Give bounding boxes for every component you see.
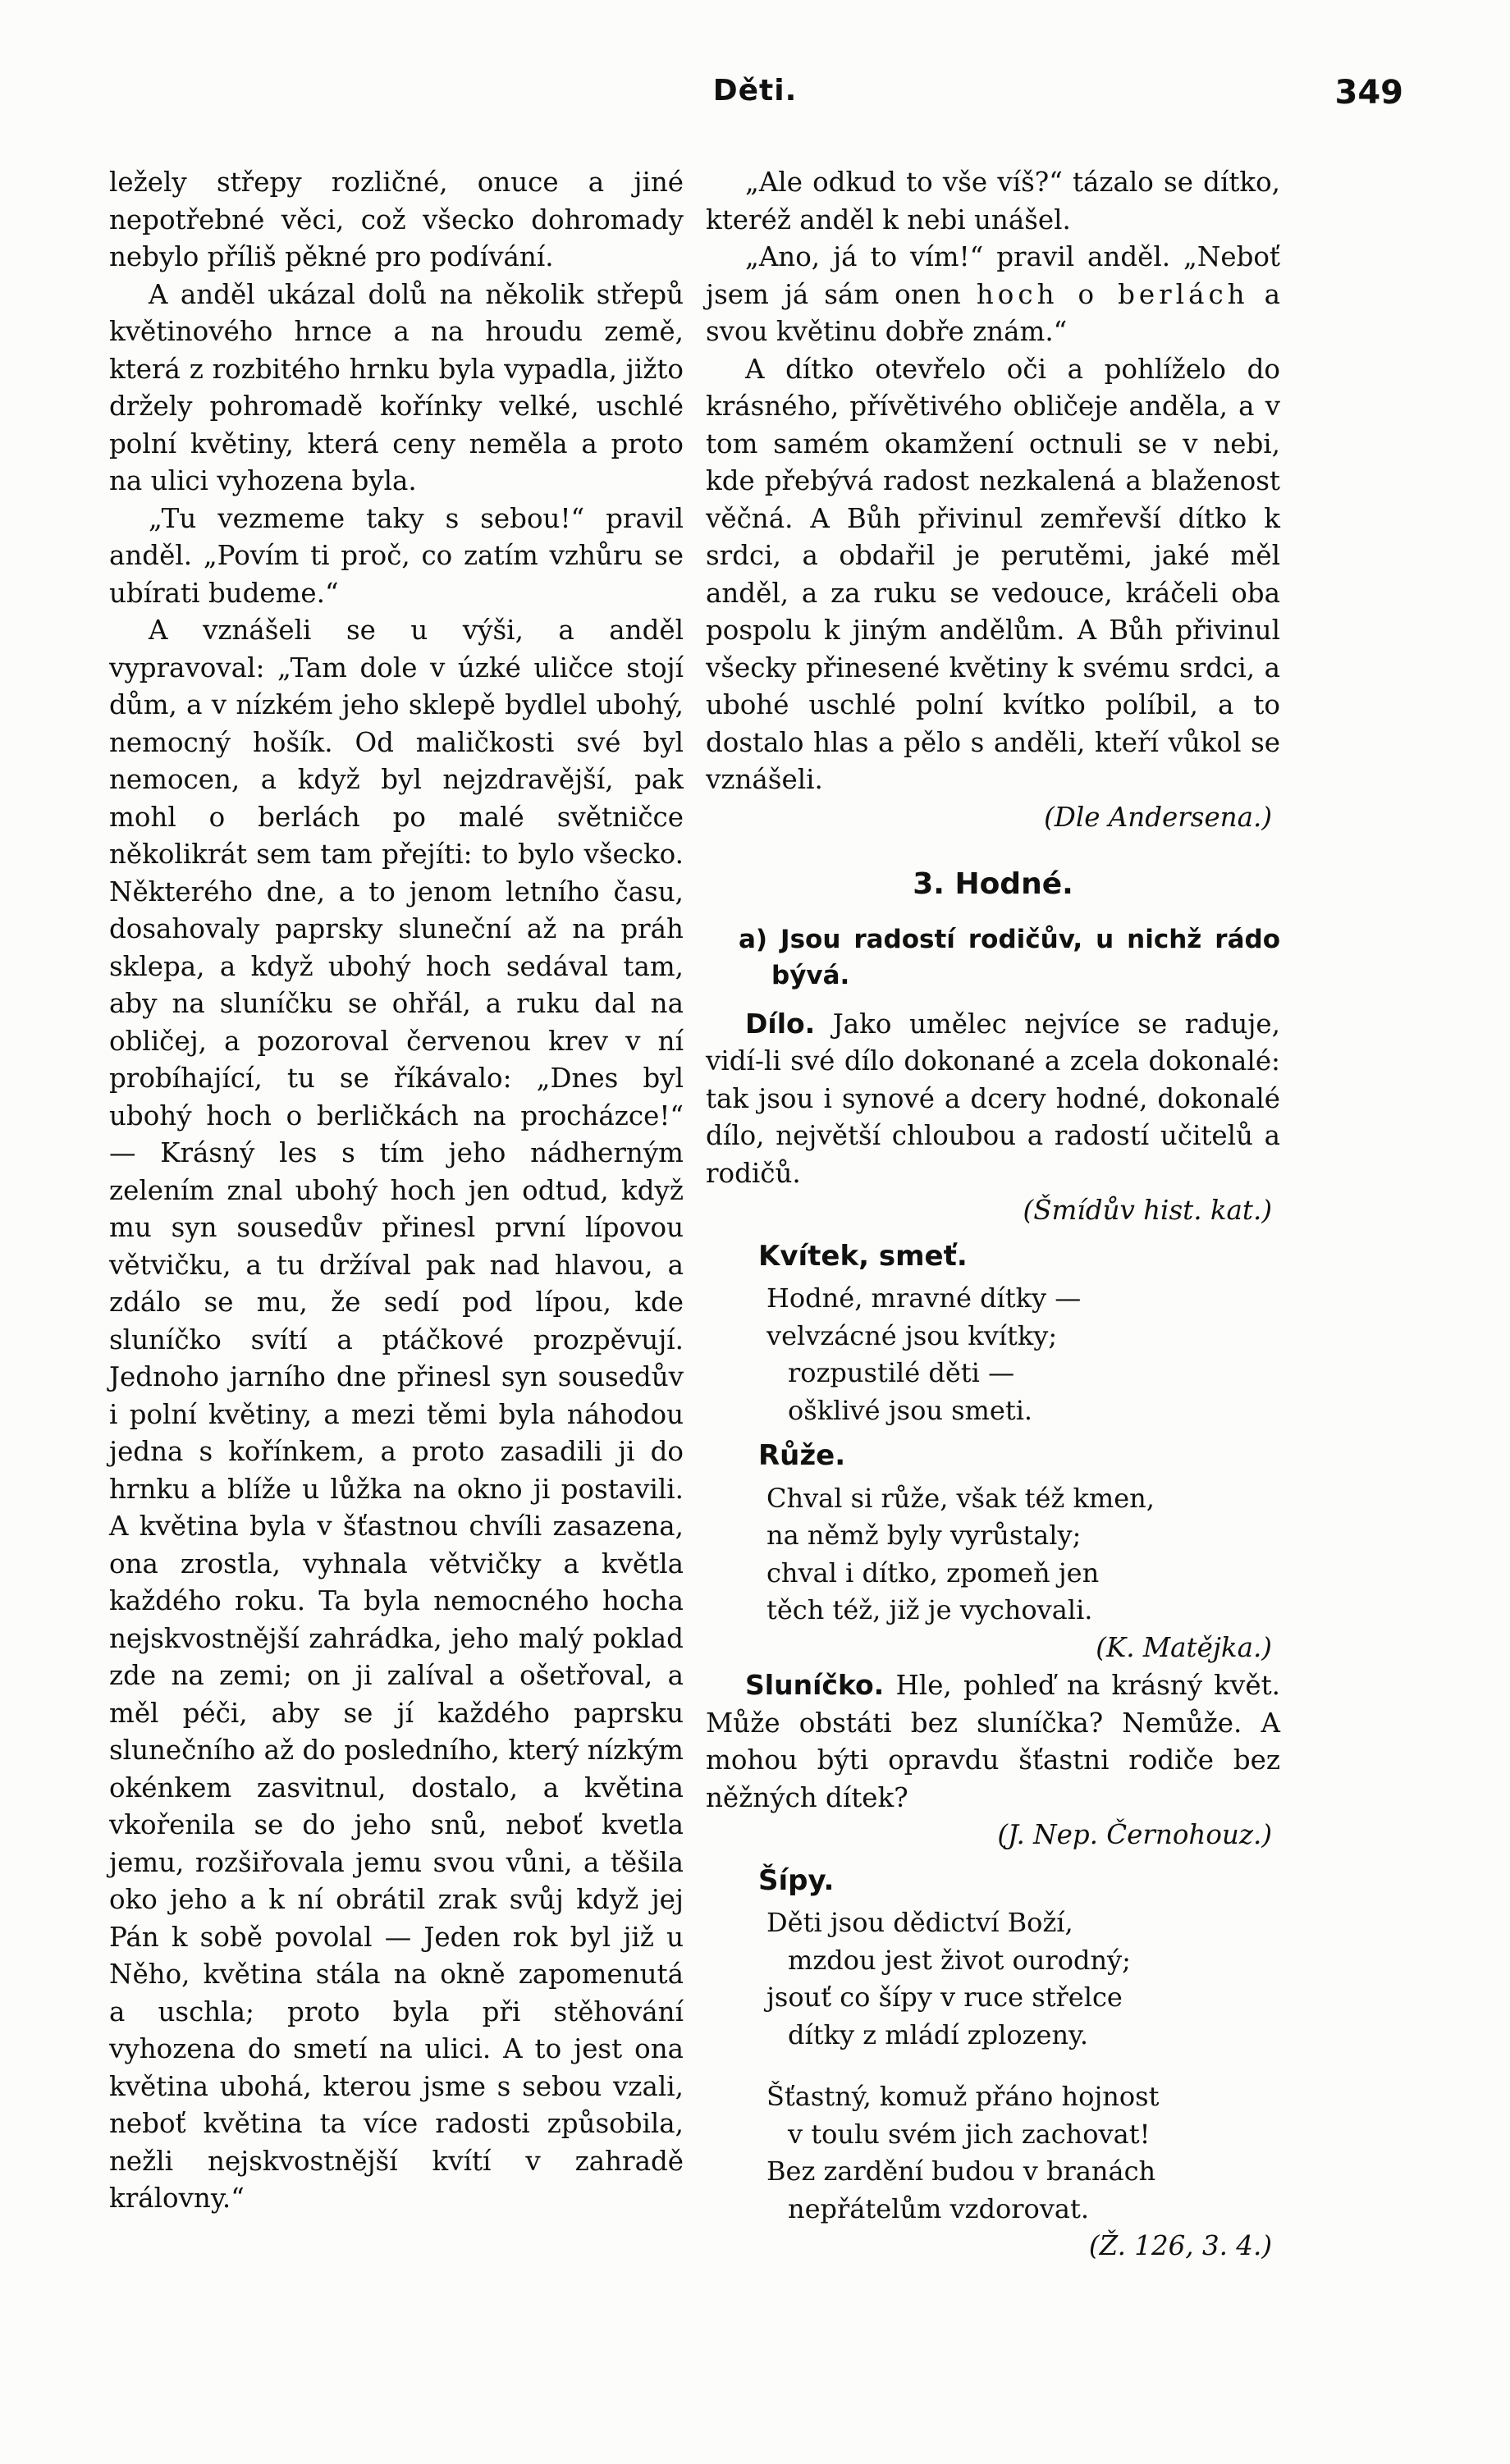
attribution: (K. Matějka.) [1096, 1631, 1272, 1663]
paragraph: A anděl ukázal dolů na několik střepů květinového hrnce a na hroudu země, která z rozbitého hrnku byla vypadla, jižto držely pohromadě kořínky velké, uschlé polní květiny, která ceny neměla a proto na ulici vyhozena byla. [109, 278, 684, 496]
poem-line: Děti jsou dědictví Boží, [766, 1907, 1073, 1938]
paragraph-text: Jako umělec nejvíce se raduje, vidí-li své dílo dokonané a zcela dokonalé: tak jsou i synové a dcery hodné, dokonalé dílo, největší chloubou a radostí učitelů a rodičů. [706, 1008, 1280, 1189]
lead-word: Dílo. [745, 1007, 816, 1040]
poem-line: mzdou jest život ourodný; [788, 1944, 1131, 1976]
poem-line: Bez zardění budou v branách [766, 2155, 1156, 2187]
poem-line: jsouť co šípy v ruce střelce [766, 1982, 1123, 2013]
subsection-title: a) Jsou radostí rodičův, u nichž rádo bývá. [739, 924, 1280, 990]
running-header [107, 74, 1403, 123]
poem-line: těch též, již je vychovali. [766, 1594, 1093, 1625]
attribution: (Dle Andersena.) [1044, 801, 1272, 833]
paragraph [706, 239, 1280, 351]
stanza-gap [766, 2054, 1280, 2078]
running-title: Děti. [712, 74, 798, 107]
paragraph: ležely střepy rozličné, onuce a jiné nepotřebné věci, což všecko dohromady nebylo příliš pěkné pro podívání. [109, 167, 684, 272]
lead-word: Sluníčko. [745, 1669, 885, 1701]
poem [766, 1904, 1280, 2228]
attribution: (J. Nep. Černohouz.) [997, 1819, 1272, 1850]
poem-line: v toulu svém jich zachovat! [788, 2118, 1151, 2150]
poem [766, 1480, 1280, 1630]
paragraph-text: a svou květinu dobře znám.“ [706, 278, 1280, 347]
paragraph [706, 1005, 1280, 1193]
paragraph: A vznášeli se u výši, a anděl vypravoval: „Tam dole v úzké uličce stojí dům, a v nízkém jeho sklepě bydlel ubohý, nemocný hošík. Od maličkosti své byl nemocen, a když byl nejzdravější, pak mohl o berlách po malé světničce několikrát sem tam přejíti: to bylo všecko. Některého dne, a to jenom letního času, dosahovaly paprsky sluneční až na práh sklepa, a když ubohý hoch sedával tam, aby na sluníčku se ohřál, a ruku dal na obličej, a pozoroval červenou krev v ní probíhající, tu se říkávalo: „Dnes byl ubohý hoch o berličkách na procházce!“ — Krásný les s tím jeho nádherným zelením znal ubohý hoch jen odtud, když mu syn sousedův přinesl první lípovou větvičku, a tu držíval pak nad hlavou, a zdálo se mu, že sedí pod lípou, kde sluníčko svítí a ptáčkové prozpěvují. Jednoho jarního dne přinesl syn sousedův i polní květiny, a mezi těmi byla náhodou jedna s kořínkem, a proto zasadili ji do hrnku a blíže u lůžka na okno ji postavili. A květina byla v šťastnou chvíli zasazena, ona zrostla, vyhnala větvičky a květla každého roku. Ta byla nemocného hocha nejskvostnější zahrádka, jeho malý poklad zde na zemi; on ji zalíval a ošetřoval, a měl péči, aby se jí každého paprsku slunečního až do posledního, který nízkým okénkem zasvitnul, dostalo, a květina vkořenila se do jeho snů, neboť kvetla jemu, rozšiřovala jemu svou vůni, a těšila oko jeho a k ní obrátil zrak svůj když jej Pán k sobě povolal — Jeden rok byl již u Něho, květina stála na okně zapomenutá a uschla; proto byla při stěhování vyhozena do smetí na ulici. A to jest ona květina ubohá, kterou jsme s sebou vzali, neboť květina ta více radosti způsobila, nežli nejskvostnější kvítí v zahradě královny.“ [109, 615, 684, 2214]
poem [766, 1280, 1280, 1429]
section-title: 3. Hodné. [913, 867, 1073, 901]
poem-line: rozpustilé děti — [788, 1357, 1015, 1388]
poem-line: Chval si růže, však též kmen, [766, 1482, 1155, 1514]
poem-line: Šťastný, komuž přáno hojnost [766, 2081, 1160, 2112]
poem-line: velvzácné jsou kvítky; [766, 1319, 1058, 1351]
paragraph: „Tu vezmeme taky s sebou!“ pravil anděl. „Povím ti proč, co zatím vzhůru se ubírati budeme.“ [109, 502, 684, 609]
page-number: 349 [1334, 74, 1403, 112]
paragraph-text: „Ano, já to vím!“ pravil anděl. „Neboť jsem já sám onen [706, 241, 1280, 310]
attribution: (Šmídův hist. kat.) [1023, 1195, 1272, 1226]
poem-line: na němž byly vyrůstaly; [766, 1520, 1082, 1551]
poem-line: chval i dítko, zpomeň jen [766, 1557, 1100, 1589]
right-column [706, 164, 1280, 2265]
poem-heading: Kvítek, smeť. [758, 1239, 968, 1273]
poem-line: nepřátelům vzdorovat. [788, 2192, 1089, 2224]
poem-line: dítky z mládí zplozeny. [788, 2018, 1089, 2050]
poem-line: ošklivé jsou smeti. [788, 1394, 1033, 1426]
poem-line: Hodné, mravné dítky — [766, 1282, 1082, 1314]
poem-heading: Šípy. [758, 1863, 835, 1897]
paragraph-text: Hle, pohleď na krásný květ. Může obstáti bez sluníčka? Nemůže. A mohou býti opravdu šťastni rodiče bez něžných dítek? [706, 1670, 1280, 1813]
attribution: (Ž. 126, 3. 4.) [1088, 2230, 1272, 2261]
paragraph: A dítko otevřelo oči a pohlíželo do krásného, přívětivého obličeje anděla, a v tom samém okamžení octnuli se v nebi, kde přebývá radost nezkalená a blaženost věčná. A Bůh přivinul zemřevší dítko k srdci, a obdařil je perutěmi, jaké měl anděl, a za ruku se vedouce, kráčeli oba pospolu k jiným andělům. A Bůh přivinul všecky přinesené květiny k svému srdci, a ubohé uschlé polní kvítko políbil, a to dostalo hlas a pělo s anděli, kteří vůkol se vznášeli. [706, 353, 1280, 795]
left-column [109, 164, 684, 2218]
poem-heading: Růže. [758, 1439, 846, 1472]
paragraph: „Ale odkud to vše víš?“ tázalo se dítko, kteréž anděl k nebi unášel. [706, 167, 1280, 235]
paragraph [706, 1666, 1280, 1817]
spaced-phrase: hoch o berlách [976, 278, 1249, 310]
